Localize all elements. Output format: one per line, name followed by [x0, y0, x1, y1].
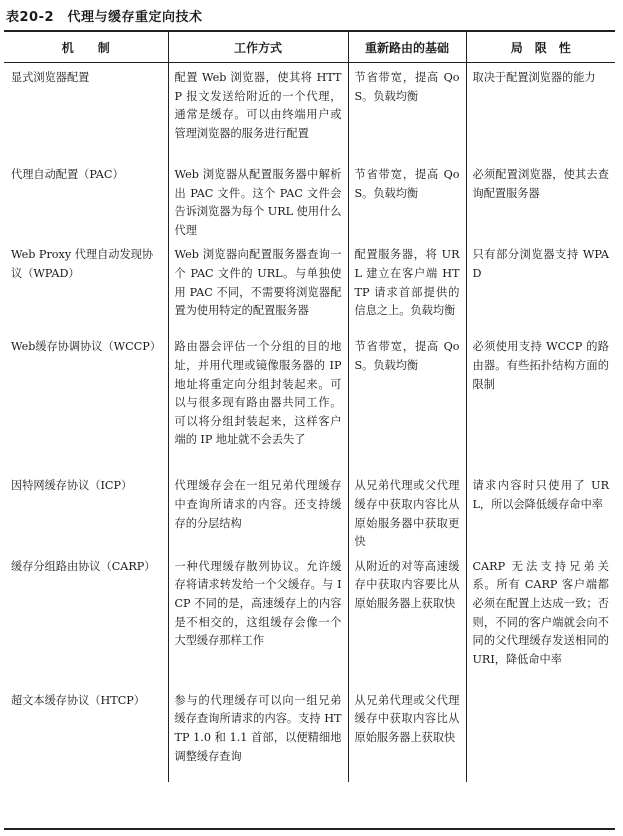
header-how-it-works: 工作方式: [168, 32, 348, 63]
header-rerouting-basis: 重新路由的基础: [348, 32, 466, 63]
cell-how: 一种代理缓存散列协议。允许缓存将请求转发给一个父缓存。与 ICP 不同的是，高速缓存上的内容是不相交的，这组缓存会像一个大型缓存那样工作: [168, 552, 348, 686]
header-mechanism: 机 制: [4, 32, 168, 63]
table-row: [4, 686, 615, 782]
cell-basis: 从兄弟代理或父代理缓存中获取内容比从原始服务器上获取快: [348, 686, 466, 782]
cell-limits: 必须使用支持 WCCP 的路由器。有些拓扑结构方面的限制: [466, 332, 615, 471]
cell-mechanism: 超文本缓存协议（HTCP）: [11, 693, 145, 707]
table-row: [4, 332, 615, 471]
cell-basis: 节省带宽，提高 QoS。负载均衡: [348, 63, 466, 161]
cell-mechanism: 缓存分组路由协议（CARP）: [11, 559, 156, 573]
cell-basis: 配置服务器，将 URL 建立在客户端 HTTP 请求首部提供的信息之上。负载均衡: [348, 240, 466, 332]
header-limitations: 局 限 性: [466, 32, 615, 63]
cell-how: Web 浏览器从配置服务器中解析出 PAC 文件。这个 PAC 文件会告诉浏览器为每个 URL 使用什么代理: [168, 160, 348, 240]
bottom-rule: [4, 828, 615, 830]
cell-mechanism: Web Proxy 代理自动发现协议（WPAD）: [11, 248, 154, 280]
cell-basis: 从附近的对等高速缓存中获取内容要比从原始服务器上获取快: [348, 552, 466, 686]
header-row: [4, 32, 615, 63]
cell-mechanism: 显式浏览器配置: [11, 71, 90, 84]
cell-how: 配置 Web 浏览器，使其将 HTTP 报文发送给附近的一个代理，通常是缓存。可以由终端用户或管理浏览器的服务进行配置: [168, 63, 348, 161]
cell-mechanism: 代理自动配置（PAC）: [11, 168, 124, 181]
cell-limits: 只有部分浏览器支持 WPAD: [466, 240, 615, 332]
cell-limits: 必须配置浏览器，使其去查询配置服务器: [466, 160, 615, 240]
cell-how: Web 浏览器向配置服务器查询一个 PAC 文件的 URL。与单独使用 PAC 不同，不需要将浏览器配置为使用特定的配置服务器: [168, 240, 348, 332]
redirection-techniques-table: [4, 32, 615, 782]
table-row: [4, 160, 615, 240]
cell-how: 路由器会评估一个分组的目的地址，并用代理或镜像服务器的 IP 地址将重定向分组封装起来。可以与很多现有路由器共同工作。可以将分组封装起来，这样客户端的 IP 地址就不会丢失了: [168, 332, 348, 471]
cell-basis: 节省带宽，提高 QoS。负载均衡: [348, 160, 466, 240]
cell-mechanism: Web缓存协调协议（WCCP）: [11, 340, 162, 354]
cell-how: 参与的代理缓存可以向一组兄弟缓存查询所请求的内容。支持 HTTP 1.0 和 1.1 首部，以便精细地调整缓存查询: [168, 686, 348, 782]
cell-basis: 节省带宽，提高 QoS。负载均衡: [348, 332, 466, 471]
cell-how: 代理缓存会在一组兄弟代理缓存中查询所请求的内容。还支持缓存的分层结构: [168, 471, 348, 551]
table-row: [4, 63, 615, 161]
cell-mechanism: 因特网缓存协议（ICP）: [11, 479, 133, 493]
cell-limits: CARP 无法支持兄弟关系。所有 CARP 客户端都必须在配置上达成一致；否则，不同的客户端就会向不同的父代理缓存发送相同的 URI，降低命中率: [466, 552, 615, 686]
cell-limits: 请求内容时只使用了 URL，所以会降低缓存命中率: [466, 471, 615, 551]
table-caption: 表20-2 代理与缓存重定向技术: [6, 10, 203, 25]
table-row: [4, 240, 615, 332]
cell-limits: 取决于配置浏览器的能力: [466, 63, 615, 161]
cell-limits: [466, 686, 615, 782]
cell-basis: 从兄弟代理或父代理缓存中获取内容比从原始服务器中获取更快: [348, 471, 466, 551]
table-row: [4, 471, 615, 551]
table-row: [4, 552, 615, 686]
